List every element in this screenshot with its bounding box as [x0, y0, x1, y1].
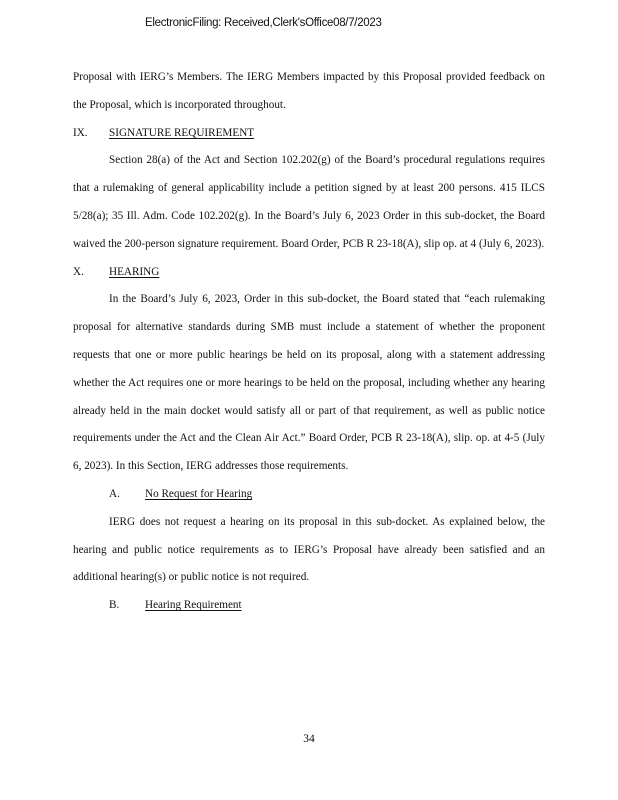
section-title: HEARING [109, 265, 160, 278]
intro-paragraph: Proposal with IERG’s Members. The IERG Members impacted by this Proposal provided feedback on the Proposal, which is incorporated throughout. [73, 71, 545, 111]
no-hearing-paragraph: IERG does not request a hearing on its proposal in this sub-docket. As explained below, the hearing and public notice requirements as to IERG’s Proposal have already been satisfied and an additional hearing(s) or public notice is not required. [73, 515, 545, 584]
subsection-number: B. [109, 599, 120, 612]
signature-paragraph: Section 28(a) of the Act and Section 102.202(g) of the Board’s procedural regulations requires that a rulemaking of general applicability include a petition signed by at least 200 persons. 415 ILCS 5/28(a); 35 Ill. Adm. Code 102.202(g). In the Board’s July 6, 2023 Order in this sub-docket, the Board waived the 200-person signature requirement. Board Order, PCB R 23-18(A), slip op. at 4 (July 6, 2023). [73, 154, 545, 250]
section-number: IX. [73, 126, 88, 139]
section-heading-ix [73, 120, 545, 148]
subsection-number: A. [109, 487, 120, 500]
subsection-heading-a [73, 481, 545, 509]
page-number: 34 [303, 733, 315, 745]
filing-stamp: ElectronicFiling: Received,Clerk'sOffice08/7/2023 [145, 17, 382, 29]
hearing-paragraph: In the Board’s July 6, 2023, Order in this sub-docket, the Board stated that “each rulemaking proposal for alternative standards during SMB must include a statement of whether the proponent requests that one or more public hearings be held on its proposal, along with a statement addressing whether the Act requires one or more hearings to be held on the proposal, including whether any hearing already held in the main docket would satisfy all or part of that requirement, as well as public notice requirements under the Act and the Clean Air Act.” Board Order, PCB R 23-18(A), slip. op. at 4-5 (July 6, 2023). In this Section, IERG addresses those requirements. [73, 293, 545, 473]
subsection-title: Hearing Requirement [145, 599, 242, 612]
section-number: X. [73, 265, 84, 278]
section-heading-x [73, 259, 545, 287]
document-body [73, 64, 545, 620]
subsection-heading-b [73, 592, 545, 620]
section-title: SIGNATURE REQUIREMENT [109, 126, 255, 139]
subsection-title: No Request for Hearing [145, 487, 253, 500]
